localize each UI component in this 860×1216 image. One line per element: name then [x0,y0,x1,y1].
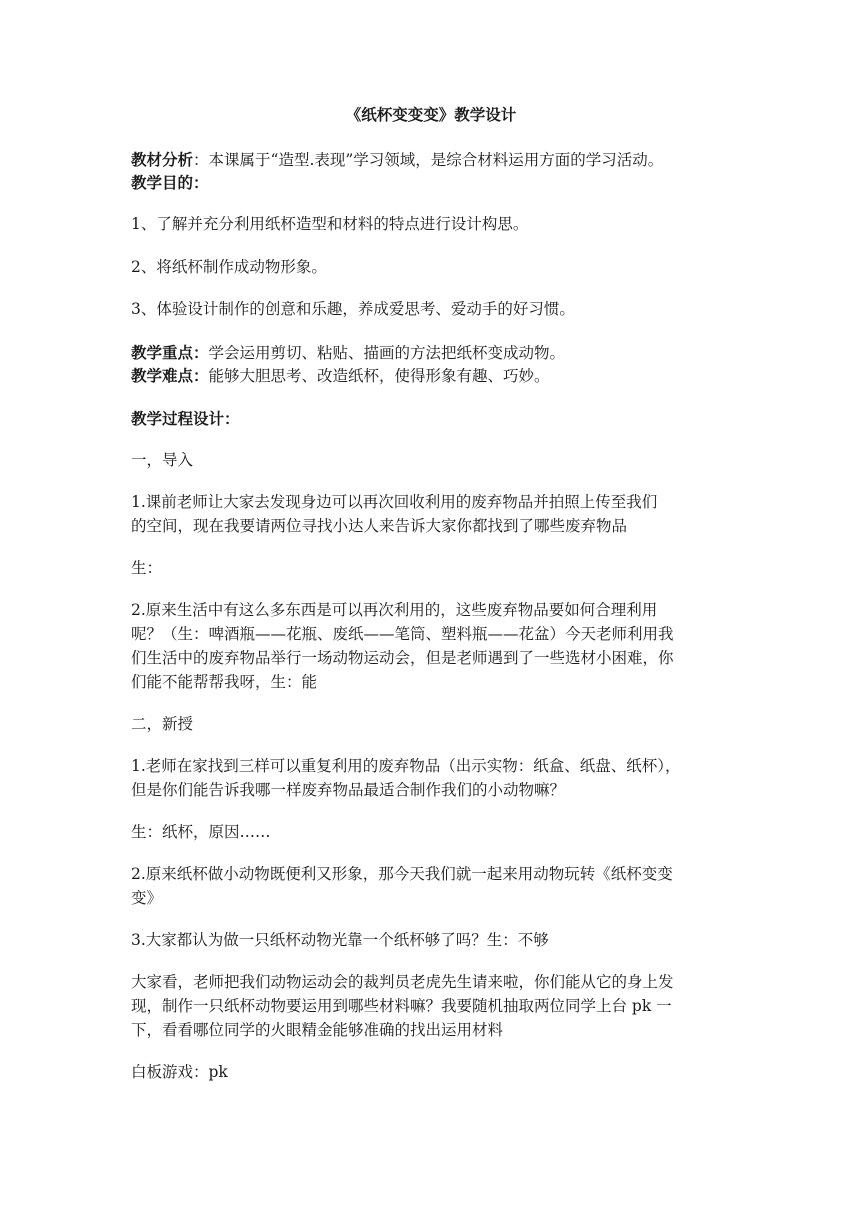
paragraph-3-line-1: 1.老师在家找到三样可以重复利用的废弃物品（出示实物：纸盒、纸盘、纸杯）， [131,757,681,775]
paragraph-6-line-1: 大家看，老师把我们动物运动会的裁判员老虎先生请来啦，你们能从它的身上发 [131,973,674,991]
section-heading-new-lesson: 二，新授 [131,715,194,733]
difficulty-paragraph [131,363,550,389]
difficulty-text: 能够大胆思考、改造纸杯，使得形象有趣、巧妙。 [208,367,550,385]
paragraph-2-line-3: 们生活中的废弃物品举行一场动物运动会，但是老师遇到了一些选材小困难，你 [131,649,674,667]
paragraph-4-line-1: 2.原来纸杯做小动物既便利又形象，那今天我们就一起来用动物玩转《纸杯变变 [131,865,673,883]
paragraph-2-line-4: 们能不能帮帮我呀，生：能 [131,673,318,691]
difficulty-label: 教学难点： [131,366,209,385]
paragraph-7: 白板游戏：pk [131,1063,228,1081]
analysis-text: ：本课属于“造型.表现”学习领域，是综合材料运用方面的学习活动。 [193,151,664,169]
section-heading-intro: 一，导入 [131,451,194,469]
paragraph-6-line-3: 下，看看哪位同学的火眼精金能够准确的找出运用材料 [131,1021,504,1039]
document-title: 《纸杯变变变》教学设计 [345,105,517,124]
key-point-text: 学会运用剪切、粘贴、描画的方法把纸杯变成动物。 [208,344,566,362]
paragraph-5: 3.大家都认为做一只纸杯动物光靠一个纸杯够了吗？生：不够 [131,931,549,949]
paragraph-6-line-2: 现，制作一只纸杯动物要运用到哪些材料嘛？我要随机抽取两位同学上台 pk 一 [131,997,672,1015]
key-point-label: 教学重点： [131,343,209,362]
analysis-label: 教材分析 [131,150,194,169]
student-response-1: 生： [131,559,163,577]
paragraph-1-line-2: 的空间，现在我要请两位寻找小达人来告诉大家你都找到了哪些废弃物品 [131,517,628,535]
objective-1: 1、了解并充分利用纸杯造型和材料的特点进行设计构思。 [131,215,529,233]
paragraph-3-line-2: 但是你们能告诉我哪一样废弃物品最适合制作我们的小动物嘛？ [131,781,566,799]
objectives-label: 教学目的： [131,173,209,192]
paragraph-1-line-1: 1.课前老师让大家去发现身边可以再次回收利用的废弃物品并拍照上传至我们 [131,493,658,511]
paragraph-2-line-1: 2.原来生活中有这么多东西是可以再次利用的，这些废弃物品要如何合理利用 [131,601,658,619]
paragraph-4-line-2: 变》 [131,889,163,907]
analysis-paragraph [131,147,663,173]
paragraph-2-line-2: 呢？（生：啤酒瓶——花瓶、废纸——笔筒、塑料瓶——花盆）今天老师利用我 [131,625,674,643]
objective-3: 3、体验设计制作的创意和乐趣，养成爱思考、爱动手的好习惯。 [131,300,575,318]
process-label: 教学过程设计： [131,409,240,428]
student-response-2: 生：纸杯，原因…… [131,823,271,841]
objective-2: 2、将纸杯制作成动物形象。 [131,258,327,276]
